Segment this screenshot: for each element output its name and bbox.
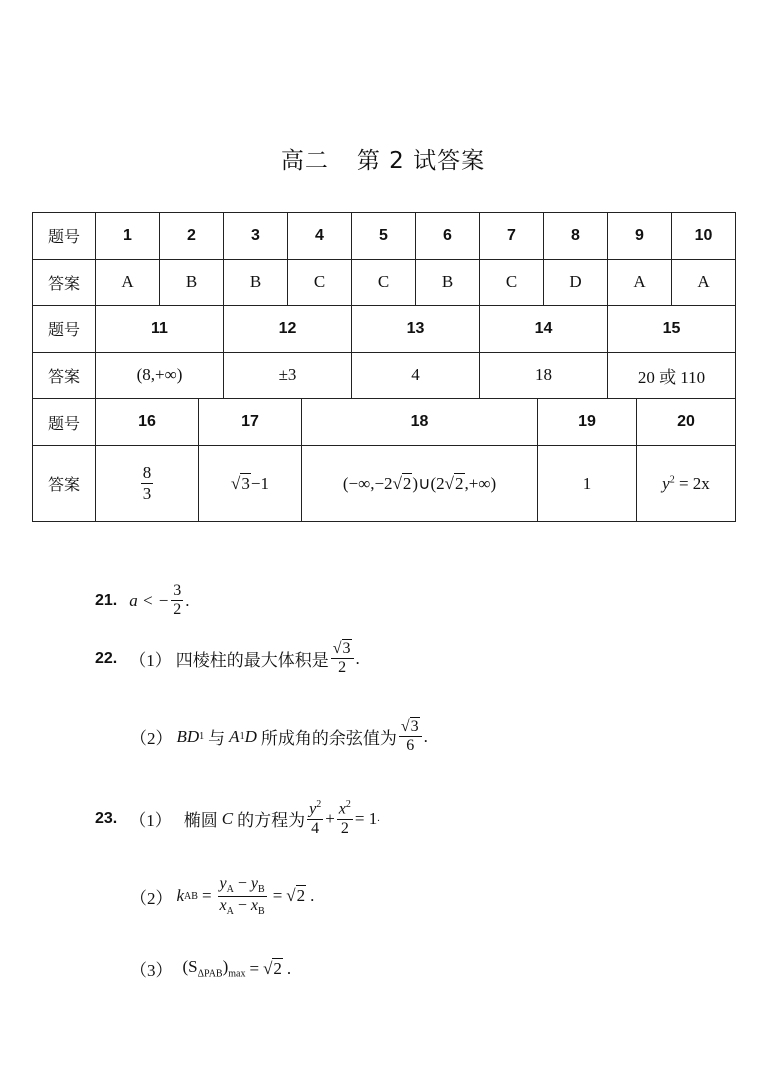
sqrt-expression: √3: [231, 473, 250, 493]
table-row: [33, 259, 736, 306]
variable: C: [221, 808, 234, 828]
variable: y: [309, 800, 317, 818]
radicand: 2: [455, 473, 464, 493]
exponent: 2: [345, 799, 351, 810]
answer-text: = 2x: [674, 473, 710, 493]
answer-text: ,+∞): [464, 473, 497, 493]
period: .: [286, 958, 292, 978]
numerator: $y_A - y_B$: [219, 875, 265, 896]
expression: a < −: [129, 590, 170, 610]
solution-text: 所成角的余弦值为: [260, 729, 397, 749]
part-marker: （1）: [129, 811, 172, 831]
solution-22-2: [130, 718, 428, 756]
period: .: [185, 590, 190, 610]
denominator: 2: [338, 659, 347, 677]
solution-22-1: [95, 640, 360, 678]
answer-cell: 1: [538, 446, 637, 522]
solution-23-3: [130, 956, 291, 981]
solution-21: [95, 582, 189, 620]
answer-cell: ±3: [224, 352, 352, 399]
question-number: 2: [160, 213, 224, 260]
variable: D: [244, 726, 257, 746]
answer-text: )∪(2: [412, 473, 445, 493]
subscript: 1: [199, 731, 205, 743]
solution-text: 椭圆: [183, 811, 218, 831]
page-title: [0, 142, 766, 175]
subscript: max: [228, 968, 246, 980]
solution-23-1: [95, 799, 380, 838]
period: .: [377, 813, 380, 825]
question-number: 13: [352, 306, 480, 353]
fraction: [399, 718, 422, 756]
expression: (S: [182, 957, 198, 977]
question-number: 4: [288, 213, 352, 260]
question-number: 5: [352, 213, 416, 260]
variable: y: [219, 875, 227, 892]
answer-cell: B: [416, 259, 480, 306]
denominator: 3: [142, 484, 152, 503]
answer-cell: A: [96, 259, 160, 306]
period: .: [423, 726, 428, 746]
answer-cell: D: [544, 259, 608, 306]
answer-table-2: [32, 398, 736, 522]
part-marker: （1）: [129, 651, 172, 671]
radicand: 2: [402, 473, 412, 493]
question-number: 15: [608, 306, 736, 353]
question-number: 6: [416, 213, 480, 260]
question-number: 3: [224, 213, 288, 260]
numerator: [307, 799, 323, 820]
sqrt-expression: √2: [286, 886, 306, 906]
question-number: 12: [224, 306, 352, 353]
title-grade: 高二: [280, 148, 329, 174]
fraction: [218, 875, 267, 917]
solution-text: 四棱柱的最大体积是: [175, 651, 329, 671]
solution-text: 与: [208, 729, 226, 749]
question-number: 1: [96, 213, 160, 260]
row-label: 答案: [33, 259, 96, 306]
sqrt-expression: √2: [444, 473, 464, 493]
question-number: 20: [637, 399, 736, 446]
variable: x: [219, 896, 227, 914]
numerator: 3: [171, 582, 183, 601]
question-number: 17: [199, 399, 302, 446]
period: .: [355, 648, 360, 668]
question-number: 22.: [95, 649, 118, 667]
table-row: [33, 306, 736, 353]
variable: y: [662, 473, 670, 493]
question-number: 11: [96, 306, 224, 353]
subscript: A: [226, 884, 234, 896]
equation-rhs: = 1: [354, 808, 378, 828]
variable: k: [176, 886, 185, 906]
denominator: 6: [406, 737, 415, 755]
radicand: 3: [342, 640, 351, 657]
row-label: 题号: [33, 306, 96, 353]
answer-cell: [96, 446, 199, 522]
table-row: [33, 352, 736, 399]
operator: =: [201, 886, 212, 906]
answer-cell: [302, 446, 538, 522]
table-row: [33, 446, 736, 522]
row-label: 答案: [33, 446, 96, 522]
fraction: [141, 463, 154, 503]
answer-cell: C: [288, 259, 352, 306]
row-label: 答案: [33, 352, 96, 399]
denominator: 2: [173, 601, 182, 619]
fraction: [337, 799, 353, 838]
question-number: 9: [608, 213, 672, 260]
answer-cell: [637, 446, 736, 522]
fraction: [171, 582, 183, 620]
fraction: [307, 799, 323, 838]
table-row: [33, 213, 736, 260]
answer-cell: A: [672, 259, 736, 306]
solution-text: 的方程为: [237, 811, 306, 831]
answer-text: (−∞,−2: [342, 473, 393, 493]
radicand: 2: [296, 886, 306, 906]
part-marker: （3）: [130, 961, 173, 980]
variable: BD: [176, 726, 200, 746]
exponent: 2: [669, 473, 675, 485]
table-row: [33, 399, 736, 446]
row-label: 题号: [33, 399, 96, 446]
row-label: 题号: [33, 213, 96, 260]
numerator: 8: [142, 463, 152, 483]
subscript: ΔPAB: [197, 968, 223, 980]
radicand: 3: [241, 473, 250, 493]
numerator: √3: [331, 640, 354, 659]
subscript: AB: [184, 890, 198, 902]
answer-cell: 18: [480, 352, 608, 399]
question-number: 16: [96, 399, 199, 446]
denominator: 2: [340, 819, 349, 837]
denominator: $x_A - x_B$: [219, 896, 265, 917]
question-number: 7: [480, 213, 544, 260]
answer-cell: C: [480, 259, 544, 306]
expression: ): [222, 957, 229, 977]
numerator: √3: [399, 718, 422, 737]
period: .: [310, 886, 315, 906]
fraction: [331, 640, 354, 678]
answer-table-1: [32, 212, 736, 399]
subscript: 1: [239, 731, 245, 743]
question-number: 8: [544, 213, 608, 260]
variable: x: [338, 800, 346, 818]
subscript: B: [258, 884, 265, 896]
operator: +: [325, 808, 335, 828]
sqrt-expression: √2: [392, 473, 412, 493]
answer-cell: A: [608, 259, 672, 306]
answer-cell: 4: [352, 352, 480, 399]
answer-cell: B: [224, 259, 288, 306]
question-number: 21.: [95, 591, 118, 609]
variable: A: [229, 726, 240, 746]
exponent: 2: [316, 799, 322, 810]
answer-cell: 20 或 110: [608, 352, 736, 399]
question-number: 19: [538, 399, 637, 446]
answer-cell: B: [160, 259, 224, 306]
question-number: 18: [302, 399, 538, 446]
answer-cell: C: [352, 259, 416, 306]
variable: x: [250, 896, 259, 914]
numerator: [337, 799, 353, 820]
part-marker: （2）: [130, 888, 173, 908]
subscript: B: [258, 905, 265, 917]
title-exam: 第 2 试答案: [356, 148, 486, 174]
solution-23-2: [130, 875, 314, 917]
part-marker: （2）: [130, 729, 173, 749]
operator: =: [249, 958, 260, 978]
sqrt-expression: √2: [263, 958, 282, 978]
denominator: 4: [311, 819, 320, 837]
radicand: 2: [273, 958, 282, 978]
variable: y: [250, 875, 259, 892]
answer-cell: [199, 446, 302, 522]
question-number: 14: [480, 306, 608, 353]
question-number: 10: [672, 213, 736, 260]
subscript: A: [226, 905, 234, 917]
operator: =: [272, 886, 283, 906]
answer-cell: (8,+∞): [96, 352, 224, 399]
radicand: 3: [410, 718, 419, 735]
question-number: 23.: [95, 809, 118, 827]
answer-text: −1: [250, 473, 269, 493]
